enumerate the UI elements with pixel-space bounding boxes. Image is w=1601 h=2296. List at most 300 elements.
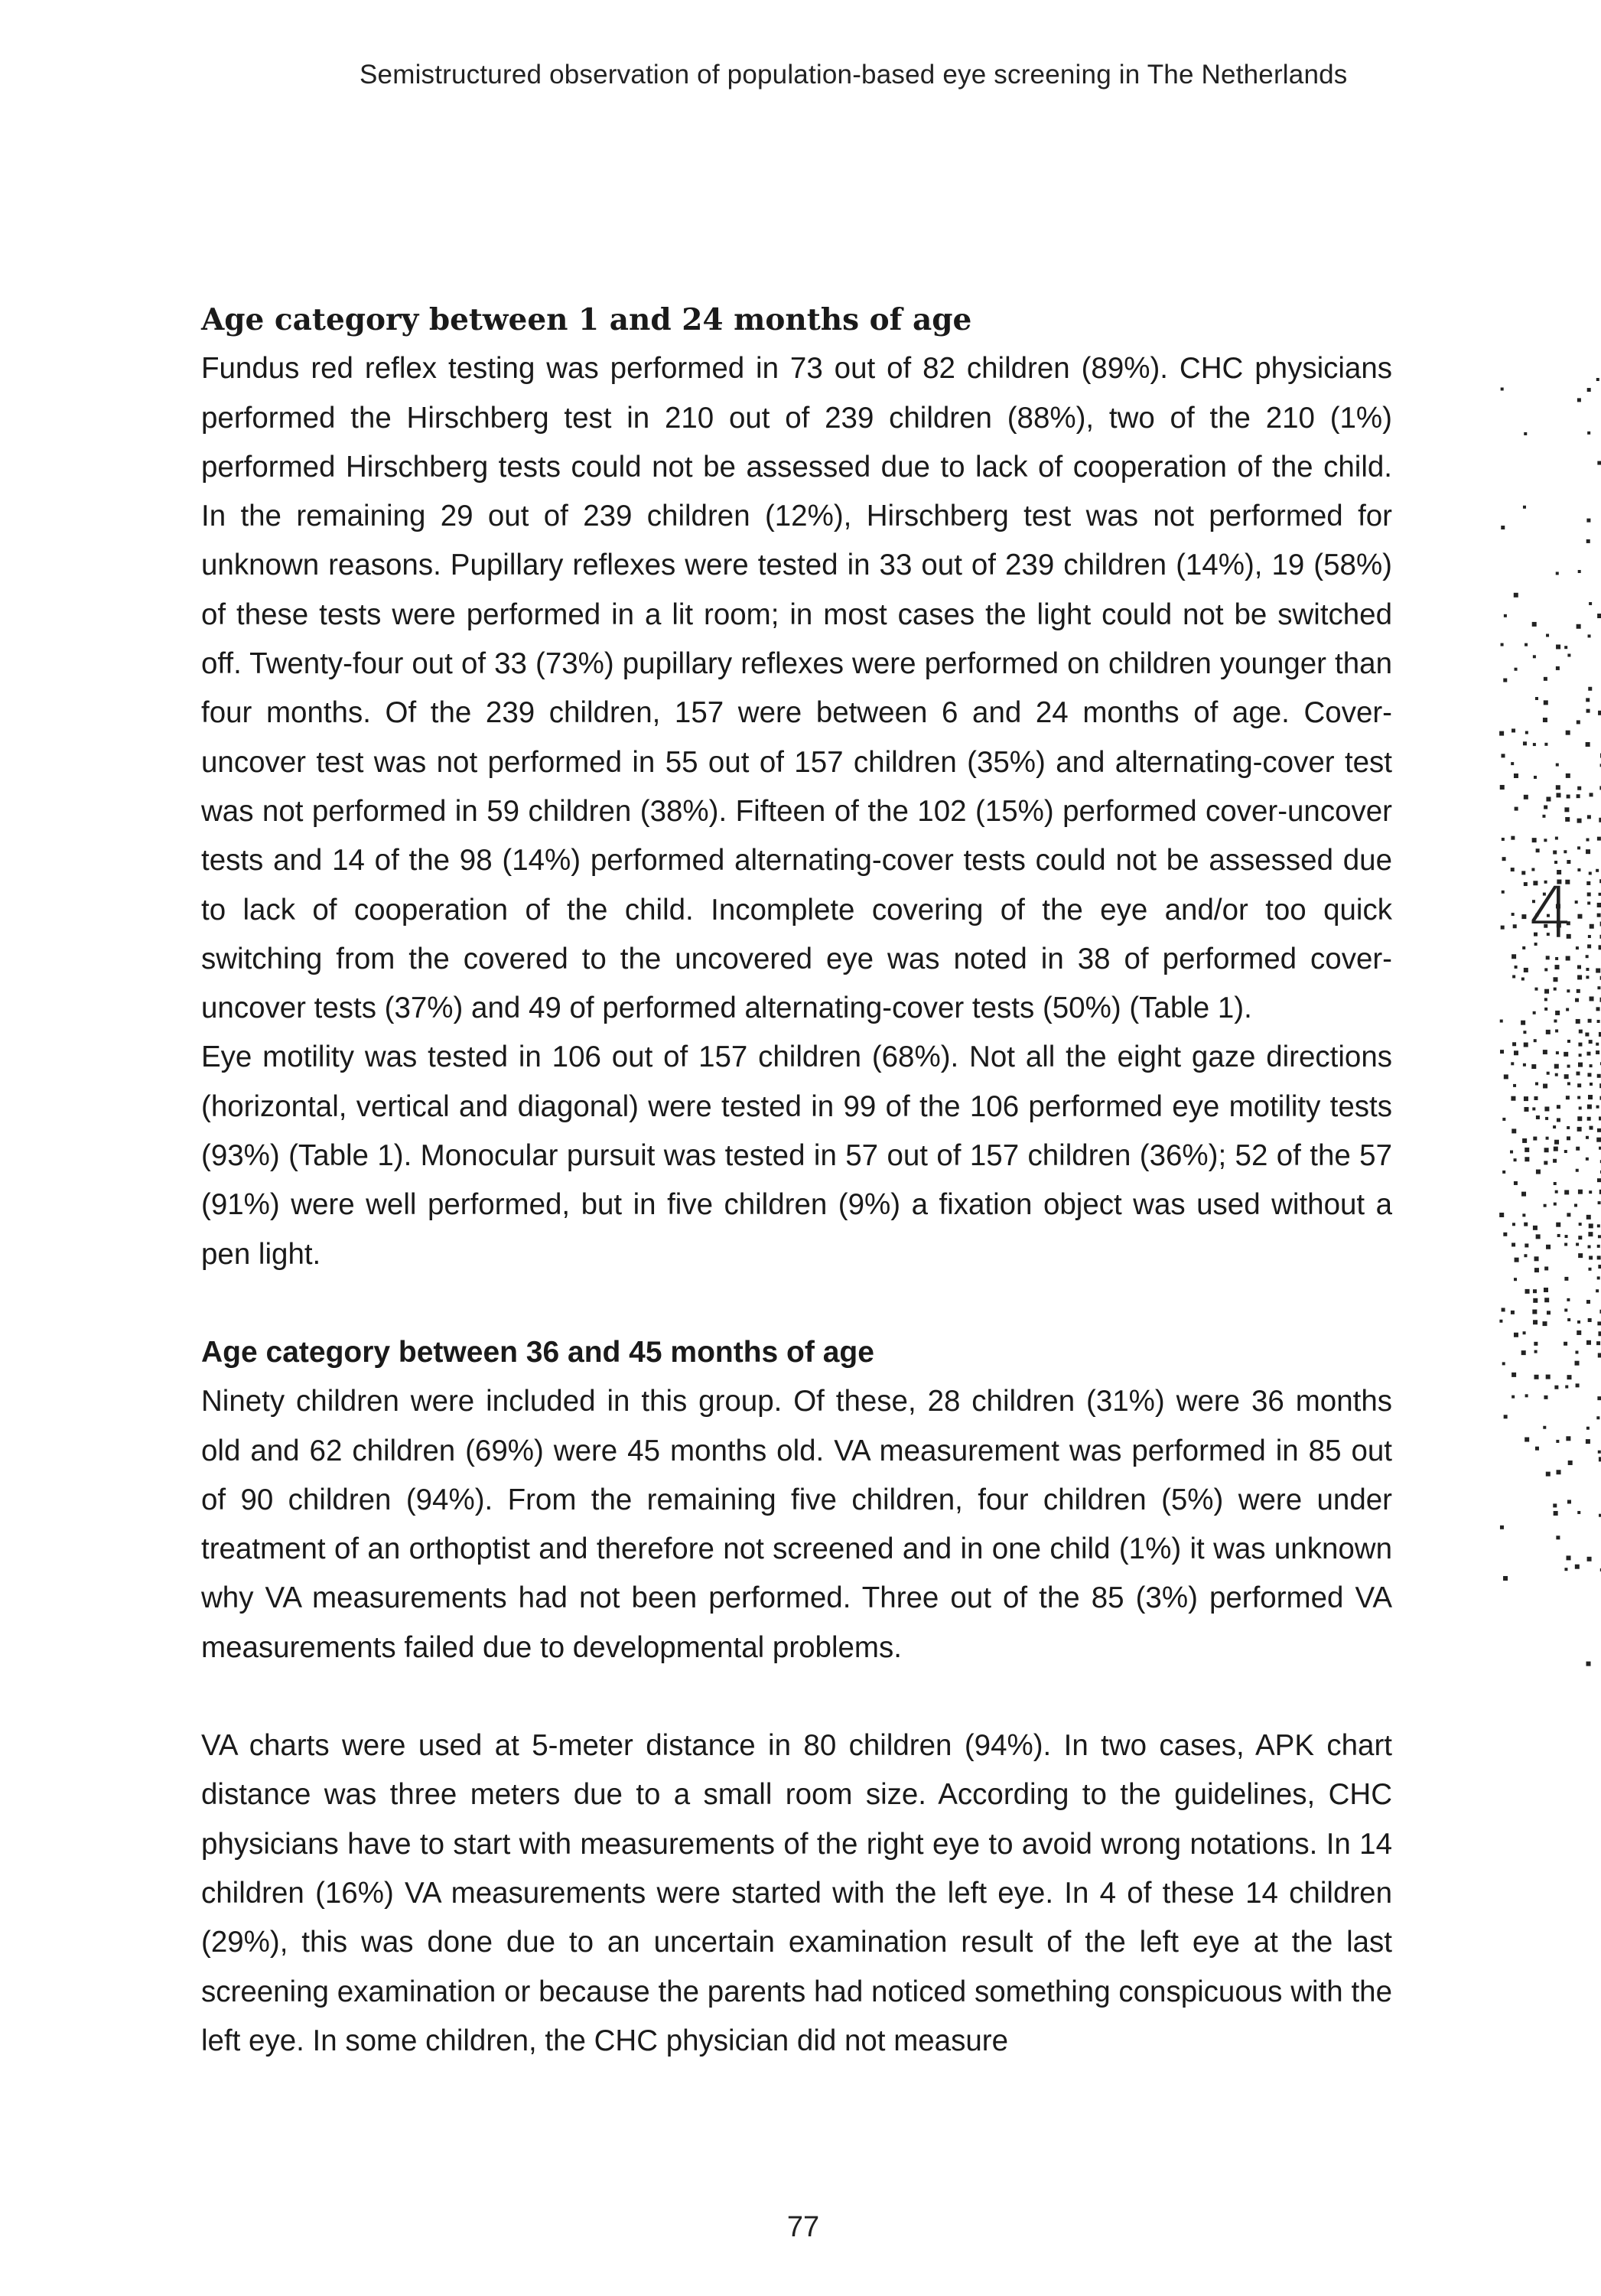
margin-dot — [1564, 1342, 1567, 1346]
margin-dot — [1597, 1321, 1601, 1325]
margin-dot — [1512, 728, 1515, 732]
margin-dot — [1598, 1353, 1601, 1357]
margin-dot — [1514, 1278, 1517, 1281]
margin-dot — [1597, 614, 1601, 618]
margin-dot — [1597, 837, 1601, 841]
margin-dot — [1574, 1203, 1577, 1207]
margin-dot — [1521, 978, 1525, 981]
margin-dot — [1568, 1461, 1573, 1465]
margin-dot — [1590, 924, 1594, 929]
margin-dot — [1598, 1235, 1601, 1238]
margin-dot — [1597, 986, 1600, 989]
margin-dot — [1535, 697, 1538, 700]
margin-dot — [1586, 539, 1590, 543]
margin-dot — [1596, 1106, 1599, 1109]
margin-dot — [1545, 1117, 1548, 1120]
margin-dot — [1586, 1439, 1590, 1444]
margin-dot — [1502, 891, 1505, 894]
margin-dot — [1543, 1426, 1546, 1429]
margin-dot — [1544, 968, 1547, 971]
margin-dot — [1512, 954, 1516, 959]
margin-dot — [1514, 593, 1518, 598]
margin-dot — [1525, 1289, 1530, 1294]
margin-dot — [1523, 1331, 1526, 1334]
margin-dot — [1532, 622, 1537, 627]
margin-dot — [1533, 1320, 1538, 1324]
margin-dot — [1586, 839, 1590, 842]
margin-dot — [1588, 634, 1591, 637]
margin-dot — [1589, 1255, 1593, 1259]
margin-dot — [1589, 602, 1592, 605]
margin-dot — [1596, 1341, 1600, 1345]
margin-dot — [1564, 646, 1567, 649]
margin-dot — [1567, 1213, 1570, 1216]
margin-dot — [1546, 1245, 1551, 1249]
margin-dot — [1522, 1213, 1525, 1216]
margin-dot — [1557, 1118, 1560, 1122]
margin-dot — [1577, 1511, 1580, 1514]
margin-dot — [1525, 1394, 1528, 1397]
margin-dot — [1511, 868, 1515, 871]
section-heading: Age category between 1 and 24 months of age — [201, 302, 972, 337]
margin-dot — [1577, 1116, 1582, 1121]
margin-dot — [1514, 1050, 1518, 1055]
margin-dot — [1557, 1105, 1560, 1109]
margin-dot — [1596, 378, 1599, 381]
margin-dot — [1586, 1136, 1589, 1139]
margin-dot — [1564, 807, 1569, 812]
margin-dot — [1512, 1128, 1516, 1133]
margin-dot — [1597, 1128, 1601, 1132]
margin-dot — [1564, 1074, 1569, 1079]
margin-dot — [1578, 1063, 1583, 1067]
margin-dot — [1579, 1223, 1582, 1226]
margin-dot — [1587, 892, 1591, 896]
margin-dot — [1524, 1223, 1528, 1226]
margin-dot — [1586, 1158, 1589, 1161]
margin-dot — [1596, 1289, 1599, 1292]
margin-dot — [1534, 1039, 1537, 1042]
margin-dot — [1543, 1321, 1547, 1326]
margin-dot — [1586, 1215, 1591, 1220]
margin-dot — [1511, 1311, 1515, 1314]
margin-dot — [1524, 968, 1528, 972]
margin-dot — [1543, 1083, 1547, 1088]
margin-dot — [1577, 794, 1580, 798]
margin-dot — [1544, 1148, 1549, 1152]
margin-dot — [1596, 1050, 1599, 1054]
margin-dot — [1553, 1125, 1556, 1128]
margin-dot — [1597, 1245, 1600, 1248]
margin-dot — [1586, 1300, 1590, 1304]
margin-dot — [1501, 388, 1504, 391]
margin-dot — [1512, 913, 1515, 916]
margin-dot — [1533, 1137, 1537, 1141]
margin-dot — [1515, 1258, 1519, 1262]
margin-dot — [1597, 1020, 1600, 1023]
margin-dot — [1577, 1321, 1580, 1324]
margin-dot — [1501, 643, 1504, 646]
margin-dot — [1567, 1500, 1571, 1503]
margin-dot — [1512, 1396, 1515, 1399]
margin-dot — [1589, 1190, 1592, 1194]
margin-dot — [1590, 1064, 1593, 1067]
margin-dot — [1578, 1236, 1582, 1239]
margin-dot — [1576, 1072, 1580, 1076]
margin-dot — [1554, 1064, 1559, 1069]
margin-dot — [1576, 1147, 1580, 1151]
margin-dot — [1564, 1190, 1569, 1194]
margin-dot — [1579, 1054, 1582, 1057]
margin-dot — [1577, 975, 1582, 979]
margin-dot — [1587, 388, 1591, 392]
margin-dot — [1556, 793, 1560, 797]
margin-dot — [1523, 1031, 1526, 1034]
margin-dot — [1556, 1536, 1560, 1539]
margin-dot — [1512, 1373, 1516, 1377]
margin-dot — [1525, 1157, 1529, 1161]
margin-dot — [1553, 977, 1557, 982]
margin-dot — [1578, 1043, 1582, 1047]
margin-dot — [1565, 817, 1570, 822]
page-number: 77 — [786, 2211, 820, 2243]
margin-dot — [1597, 914, 1601, 917]
margin-dot — [1597, 1074, 1601, 1078]
margin-dot — [1544, 1204, 1547, 1207]
margin-dot — [1532, 1107, 1535, 1110]
margin-dot — [1511, 836, 1515, 840]
margin-dot — [1556, 644, 1560, 649]
margin-dot — [1515, 807, 1518, 811]
margin-dot — [1503, 1233, 1507, 1236]
margin-dot — [1502, 857, 1506, 861]
margin-dot — [1567, 1082, 1570, 1085]
margin-dot — [1555, 1190, 1558, 1194]
margin-dot — [1543, 718, 1547, 722]
margin-dot — [1504, 1074, 1508, 1079]
margin-dot — [1525, 643, 1528, 646]
margin-dot — [1515, 668, 1518, 671]
paragraph: VA charts were used at 5-meter distance in 80 children (94%). In two cases, APK chart distance was three meters due to a small room size. According to the guidelines, CHC physicians have to start with measurements of the right eye to avoid wrong notations. In 14 children (16%) VA measurements were started with the left eye. In 4 of these 14 children (29%), this was done due to an uncertain examination result of the left eye at the last screening examination or because the parents had noticed something conspicuous with the left eye. In some children, the CHC physician did not measure — [201, 1729, 1392, 2057]
margin-dot — [1579, 1030, 1583, 1034]
margin-dot — [1521, 1350, 1526, 1355]
margin-dot — [1588, 1019, 1592, 1023]
margin-dot — [1596, 1138, 1601, 1142]
margin-dot — [1544, 1266, 1548, 1270]
margin-dot — [1531, 1064, 1536, 1069]
margin-dot — [1566, 731, 1570, 735]
margin-dot — [1586, 968, 1589, 971]
margin-dot — [1524, 1043, 1528, 1047]
margin-dot — [1597, 1224, 1600, 1227]
margin-dot — [1534, 988, 1538, 991]
margin-dot — [1514, 1333, 1518, 1337]
margin-dot — [1533, 655, 1536, 658]
margin-dot — [1586, 975, 1589, 979]
margin-dot — [1577, 965, 1581, 969]
margin-dot — [1586, 1052, 1590, 1056]
margin-dot — [1503, 1576, 1508, 1581]
margin-dot — [1511, 762, 1514, 765]
margin-dot — [1501, 754, 1505, 757]
margin-dot — [1579, 1106, 1582, 1109]
margin-dot — [1514, 1181, 1518, 1185]
margin-dot — [1504, 1415, 1508, 1418]
paragraph-gap — [201, 1279, 1392, 1328]
margin-dot — [1554, 1147, 1558, 1151]
margin-dot — [1556, 666, 1560, 670]
margin-dot — [1576, 1169, 1579, 1172]
margin-dot — [1556, 1223, 1560, 1227]
margin-dot — [1525, 1438, 1529, 1442]
margin-dot — [1596, 1007, 1600, 1011]
margin-dot — [1597, 1178, 1601, 1182]
margin-dot — [1524, 1096, 1528, 1101]
margin-dot-pattern — [1499, 321, 1601, 1806]
margin-dot — [1587, 944, 1591, 948]
margin-dot — [1576, 1019, 1580, 1024]
margin-dot — [1499, 1213, 1504, 1217]
margin-dot — [1546, 1472, 1551, 1477]
margin-dot — [1598, 711, 1601, 715]
margin-dot — [1544, 1288, 1548, 1292]
margin-dot — [1567, 1298, 1570, 1301]
margin-dot — [1586, 1662, 1591, 1666]
margin-dot — [1586, 519, 1590, 523]
margin-dot — [1525, 1243, 1528, 1247]
margin-dot — [1525, 731, 1528, 734]
margin-dot — [1564, 1052, 1568, 1057]
margin-dot — [1564, 1277, 1568, 1281]
running-head: Semistructured observation of population-based eye screening in The Netherlands — [360, 60, 1348, 90]
margin-dot — [1534, 776, 1537, 779]
margin-dot — [1588, 1095, 1593, 1099]
margin-dot — [1502, 1171, 1505, 1174]
margin-dot — [1588, 1232, 1593, 1236]
margin-dot — [1543, 1050, 1547, 1054]
margin-dot — [1515, 966, 1518, 969]
margin-dot — [1586, 849, 1590, 854]
margin-dot — [1577, 868, 1580, 871]
margin-dot — [1544, 998, 1547, 1001]
margin-dot — [1567, 1318, 1570, 1321]
margin-dot — [1554, 1140, 1559, 1145]
margin-dot — [1585, 1033, 1589, 1037]
margin-dot — [1503, 679, 1507, 682]
margin-dot — [1567, 1065, 1570, 1068]
margin-dot — [1567, 1555, 1571, 1560]
margin-dot — [1599, 893, 1601, 896]
margin-dot — [1554, 1019, 1557, 1022]
margin-dot — [1502, 1118, 1505, 1121]
margin-dot — [1534, 1342, 1538, 1346]
section-heading: Age category between 36 and 45 months of age — [201, 1335, 874, 1369]
margin-dot — [1536, 848, 1540, 852]
margin-dot — [1544, 989, 1549, 994]
margin-dot — [1565, 1386, 1568, 1389]
margin-dot — [1546, 796, 1551, 801]
margin-dot — [1556, 785, 1560, 790]
margin-dot — [1556, 764, 1559, 767]
margin-dot — [1589, 1040, 1593, 1044]
paragraph: Fundus red reflex testing was performed in 73 out of 82 children (89%). CHC physicians performed the Hirschberg test in 210 out of 239 children (88%), two of the 210 (1%) performed Hirschberg tests could not be assessed due to lack of cooperation of the child. In the remaining 29 out of 239 children (12%), Hirschberg test was not performed for unknown reasons. Pupillary reflexes were tested in 33 out of 239 children (14%), 19 (58%) of these tests were performed in a lit room; in most cases the light could not be switched off. Twenty-four out of 33 (73%) pupillary reflexes were performed on children younger than four months. Of the 239 children, 157 were between 6 and 24 months of age. Cover-uncover test was not performed in 55 out of 157 children (35%) and alternating-cover test was not performed in 59 children (38%). Fifteen of the 102 (15%) performed cover-uncover tests and 14 of the 98 (14%) performed alternating-cover tests could not be assessed due to lack of cooperation of the child. Incomplete covering of the eye and/or too quick switching from the covered to the uncovered eye was noted in 38 of performed cover-uncover tests (37%) and 49 of performed alternating-cover tests (50%) (Table 1). — [201, 352, 1392, 1025]
margin-dot — [1512, 975, 1515, 979]
margin-dot — [1567, 1136, 1570, 1140]
margin-dot — [1565, 1235, 1568, 1238]
margin-dot — [1521, 1192, 1526, 1197]
margin-dot — [1554, 861, 1557, 864]
margin-dot — [1564, 1568, 1567, 1571]
margin-dot — [1534, 1268, 1539, 1272]
margin-dot — [1500, 1526, 1504, 1529]
margin-dot — [1577, 1330, 1581, 1335]
margin-dot — [1513, 924, 1517, 928]
margin-dot — [1546, 956, 1550, 959]
margin-dot — [1586, 742, 1590, 747]
margin-dot — [1522, 1138, 1527, 1143]
margin-dot — [1577, 787, 1581, 790]
margin-dot — [1542, 815, 1545, 818]
margin-dot — [1566, 1436, 1570, 1441]
margin-dot — [1546, 1375, 1551, 1379]
margin-dot — [1544, 1396, 1547, 1399]
margin-dot — [1578, 1253, 1583, 1258]
chapter-number: 4 — [1528, 872, 1573, 954]
margin-dot — [1575, 1565, 1580, 1569]
margin-dot — [1557, 1234, 1560, 1237]
margin-dot — [1576, 1383, 1580, 1387]
margin-dot — [1510, 1151, 1513, 1154]
margin-dot — [1513, 1084, 1516, 1087]
margin-dot — [1577, 819, 1582, 823]
margin-dot — [1596, 1416, 1599, 1419]
margin-dot — [1566, 956, 1570, 961]
margin-dot — [1544, 1161, 1547, 1164]
margin-dot — [1500, 1050, 1504, 1054]
margin-dot — [1524, 432, 1527, 435]
margin-dot — [1578, 570, 1581, 573]
margin-dot — [1499, 731, 1504, 736]
margin-dot — [1566, 1008, 1569, 1011]
margin-dot — [1577, 1127, 1582, 1132]
margin-dot — [1586, 1340, 1591, 1345]
margin-dot — [1555, 1073, 1558, 1076]
paragraph: Eye motility was tested in 106 out of 157 children (68%). Not all the eight gaze directions (horizontal, vertical and diagonal) were tested in 99 of the 106 performed eye motility tests (93%) (Table 1). Monocular pursuit was tested in 57 out of 157 children (36%); 52 of the 57 (91%) were well performed, but in five children (9%) a fixation object was used without a pen light. — [201, 1041, 1392, 1271]
margin-dot — [1523, 1063, 1526, 1067]
margin-dot — [1532, 1310, 1537, 1314]
margin-dot — [1544, 1106, 1549, 1111]
margin-dot — [1597, 1396, 1601, 1400]
margin-dot — [1514, 1158, 1517, 1161]
margin-dot — [1553, 1159, 1557, 1163]
margin-dot — [1577, 914, 1582, 919]
margin-dot — [1533, 1011, 1536, 1014]
margin-dot — [1523, 741, 1527, 745]
margin-dot — [1587, 432, 1590, 435]
margin-dot — [1575, 900, 1578, 904]
margin-dot — [1564, 850, 1567, 853]
margin-dot — [1502, 1308, 1505, 1311]
margin-dot — [1511, 1062, 1514, 1065]
margin-dot — [1555, 1011, 1560, 1015]
margin-dot — [1597, 903, 1601, 907]
margin-dot — [1575, 998, 1579, 1002]
margin-dot — [1547, 1072, 1550, 1075]
margin-dot — [1577, 720, 1580, 724]
margin-dot — [1586, 955, 1589, 958]
margin-dot — [1590, 1126, 1593, 1130]
margin-dot — [1577, 398, 1581, 402]
margin-dot — [1544, 839, 1547, 842]
margin-dot — [1567, 1375, 1571, 1379]
margin-dot — [1535, 1082, 1538, 1085]
margin-dot — [1544, 1008, 1547, 1011]
margin-dot — [1578, 1190, 1583, 1194]
margin-dot — [1511, 1096, 1515, 1101]
margin-dot — [1566, 773, 1570, 778]
margin-dot — [1546, 1030, 1551, 1034]
margin-dot — [1587, 1117, 1591, 1121]
margin-dot — [1576, 1242, 1579, 1246]
margin-dot — [1586, 698, 1590, 702]
margin-dot — [1546, 1137, 1549, 1140]
margin-dot — [1577, 1083, 1581, 1087]
margin-dot — [1501, 926, 1505, 930]
margin-dot — [1577, 846, 1580, 849]
margin-dot — [1556, 572, 1559, 575]
margin-dot — [1576, 946, 1579, 949]
margin-dot — [1521, 914, 1526, 919]
margin-dot — [1521, 1021, 1525, 1025]
margin-dot — [1553, 1503, 1557, 1507]
margin-dot — [1598, 1331, 1601, 1336]
margin-dot — [1532, 838, 1537, 842]
margin-dot — [1554, 1511, 1558, 1516]
margin-dot — [1555, 837, 1558, 840]
margin-dot — [1587, 901, 1590, 904]
margin-dot — [1567, 1040, 1570, 1043]
margin-dot — [1534, 1375, 1539, 1379]
margin-dot — [1534, 1256, 1539, 1261]
margin-dot — [1598, 1265, 1601, 1268]
paragraph-gap — [201, 1672, 1392, 1721]
margin-dot — [1502, 1362, 1505, 1365]
margin-dot — [1533, 743, 1536, 746]
margin-dot — [1596, 1043, 1599, 1046]
margin-dot — [1597, 1276, 1600, 1279]
margin-dot — [1599, 945, 1601, 949]
margin-dot — [1577, 1096, 1580, 1099]
margin-dot — [1590, 1083, 1593, 1086]
margin-dot — [1587, 1073, 1591, 1076]
margin-dot — [1587, 815, 1591, 819]
margin-dot — [1534, 1096, 1538, 1100]
margin-dot — [1575, 1351, 1578, 1354]
margin-dot — [1553, 850, 1557, 854]
margin-dot — [1512, 1223, 1515, 1226]
margin-dot — [1554, 1386, 1558, 1389]
margin-dot — [1557, 1470, 1561, 1474]
margin-dot — [1523, 506, 1526, 509]
margin-dot — [1590, 996, 1594, 1001]
margin-dot — [1588, 1246, 1591, 1249]
margin-dot — [1567, 1126, 1570, 1129]
margin-dot — [1531, 868, 1534, 871]
margin-dot — [1544, 806, 1547, 809]
margin-dot — [1533, 1289, 1537, 1293]
margin-dot — [1577, 989, 1580, 993]
margin-dot — [1500, 785, 1505, 790]
